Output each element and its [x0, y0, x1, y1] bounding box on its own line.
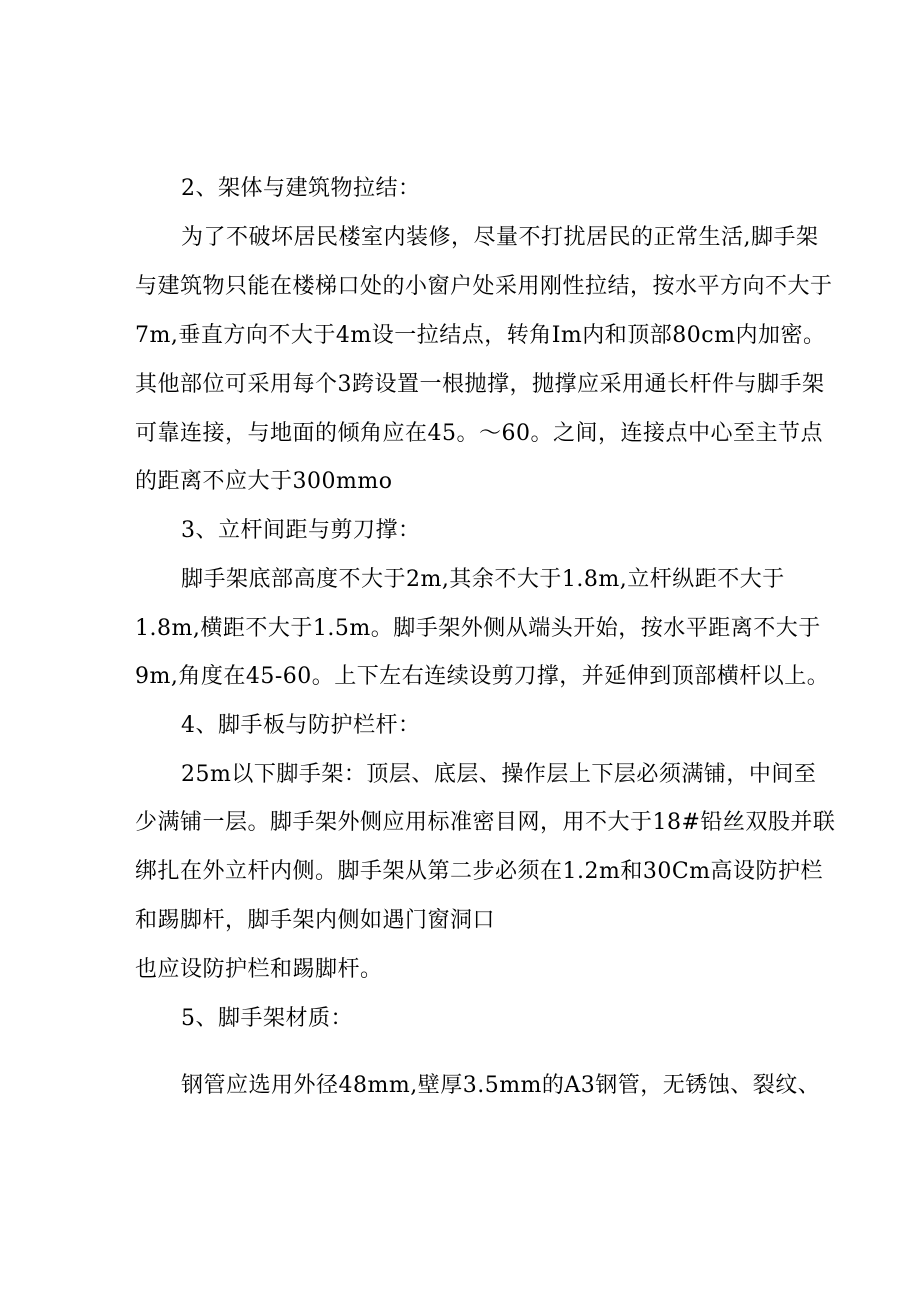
paragraph-line: 为了不破坏居民楼室内装修，尽量不打扰居民的正常生活,脚手架: [181, 225, 819, 250]
paragraph-line: 9m,角度在45-60。上下左右连续设剪刀撑，并延伸到顶部横杆以上。: [135, 664, 830, 689]
paragraph-line: 和踢脚杆，脚手架内侧如遇门窗洞口: [135, 908, 496, 933]
paragraph-line: 25m以下脚手架：顶层、底层、操作层上下层必须满铺，中间至: [181, 762, 817, 787]
paragraph-line: 1.8m,横距不大于1.5m。脚手架外侧从端头开始，按水平距离不大于: [135, 616, 821, 641]
paragraph-line: 也应设防护栏和踢脚杆。: [135, 957, 383, 982]
section-heading-2: 2、架体与建筑物拉结：: [181, 176, 421, 201]
paragraph-line: 钢管应选用外径48mm,壁厚3.5mm的A3钢管，无锈蚀、裂纹、: [181, 1073, 821, 1098]
paragraph-line: 与建筑物只能在楼梯口处的小窗户处采用刚性拉结，按水平方向不大于: [135, 274, 833, 299]
paragraph-line: 绑扎在外立杆内侧。脚手架从第二步必须在1.2m和30Cm高设防护栏: [135, 859, 824, 884]
section-heading-4: 4、脚手板与防护栏杆：: [181, 713, 421, 738]
section-heading-5: 5、脚手架材质：: [181, 1006, 353, 1031]
paragraph-line: 脚手架底部高度不大于2m,其余不大于1.8m,立杆纵距不大于: [181, 567, 785, 592]
paragraph-line: 7m,垂直方向不大于4m设一拉结点，转角Im内和顶部80cm内加密。: [135, 323, 826, 348]
paragraph-line: 其他部位可采用每个3跨设置一根抛撑，抛撑应采用通长杆件与脚手架: [135, 372, 825, 397]
paragraph-line: 少满铺一层。脚手架外侧应用标准密目网，用不大于18#铅丝双股并联: [135, 810, 836, 835]
section-heading-3: 3、立杆间距与剪刀撑：: [181, 518, 421, 543]
paragraph-line: 可靠连接，与地面的倾角应在45。～60。之间，连接点中心至主节点: [135, 421, 823, 446]
paragraph-line: 的距离不应大于300mmo: [135, 469, 393, 494]
